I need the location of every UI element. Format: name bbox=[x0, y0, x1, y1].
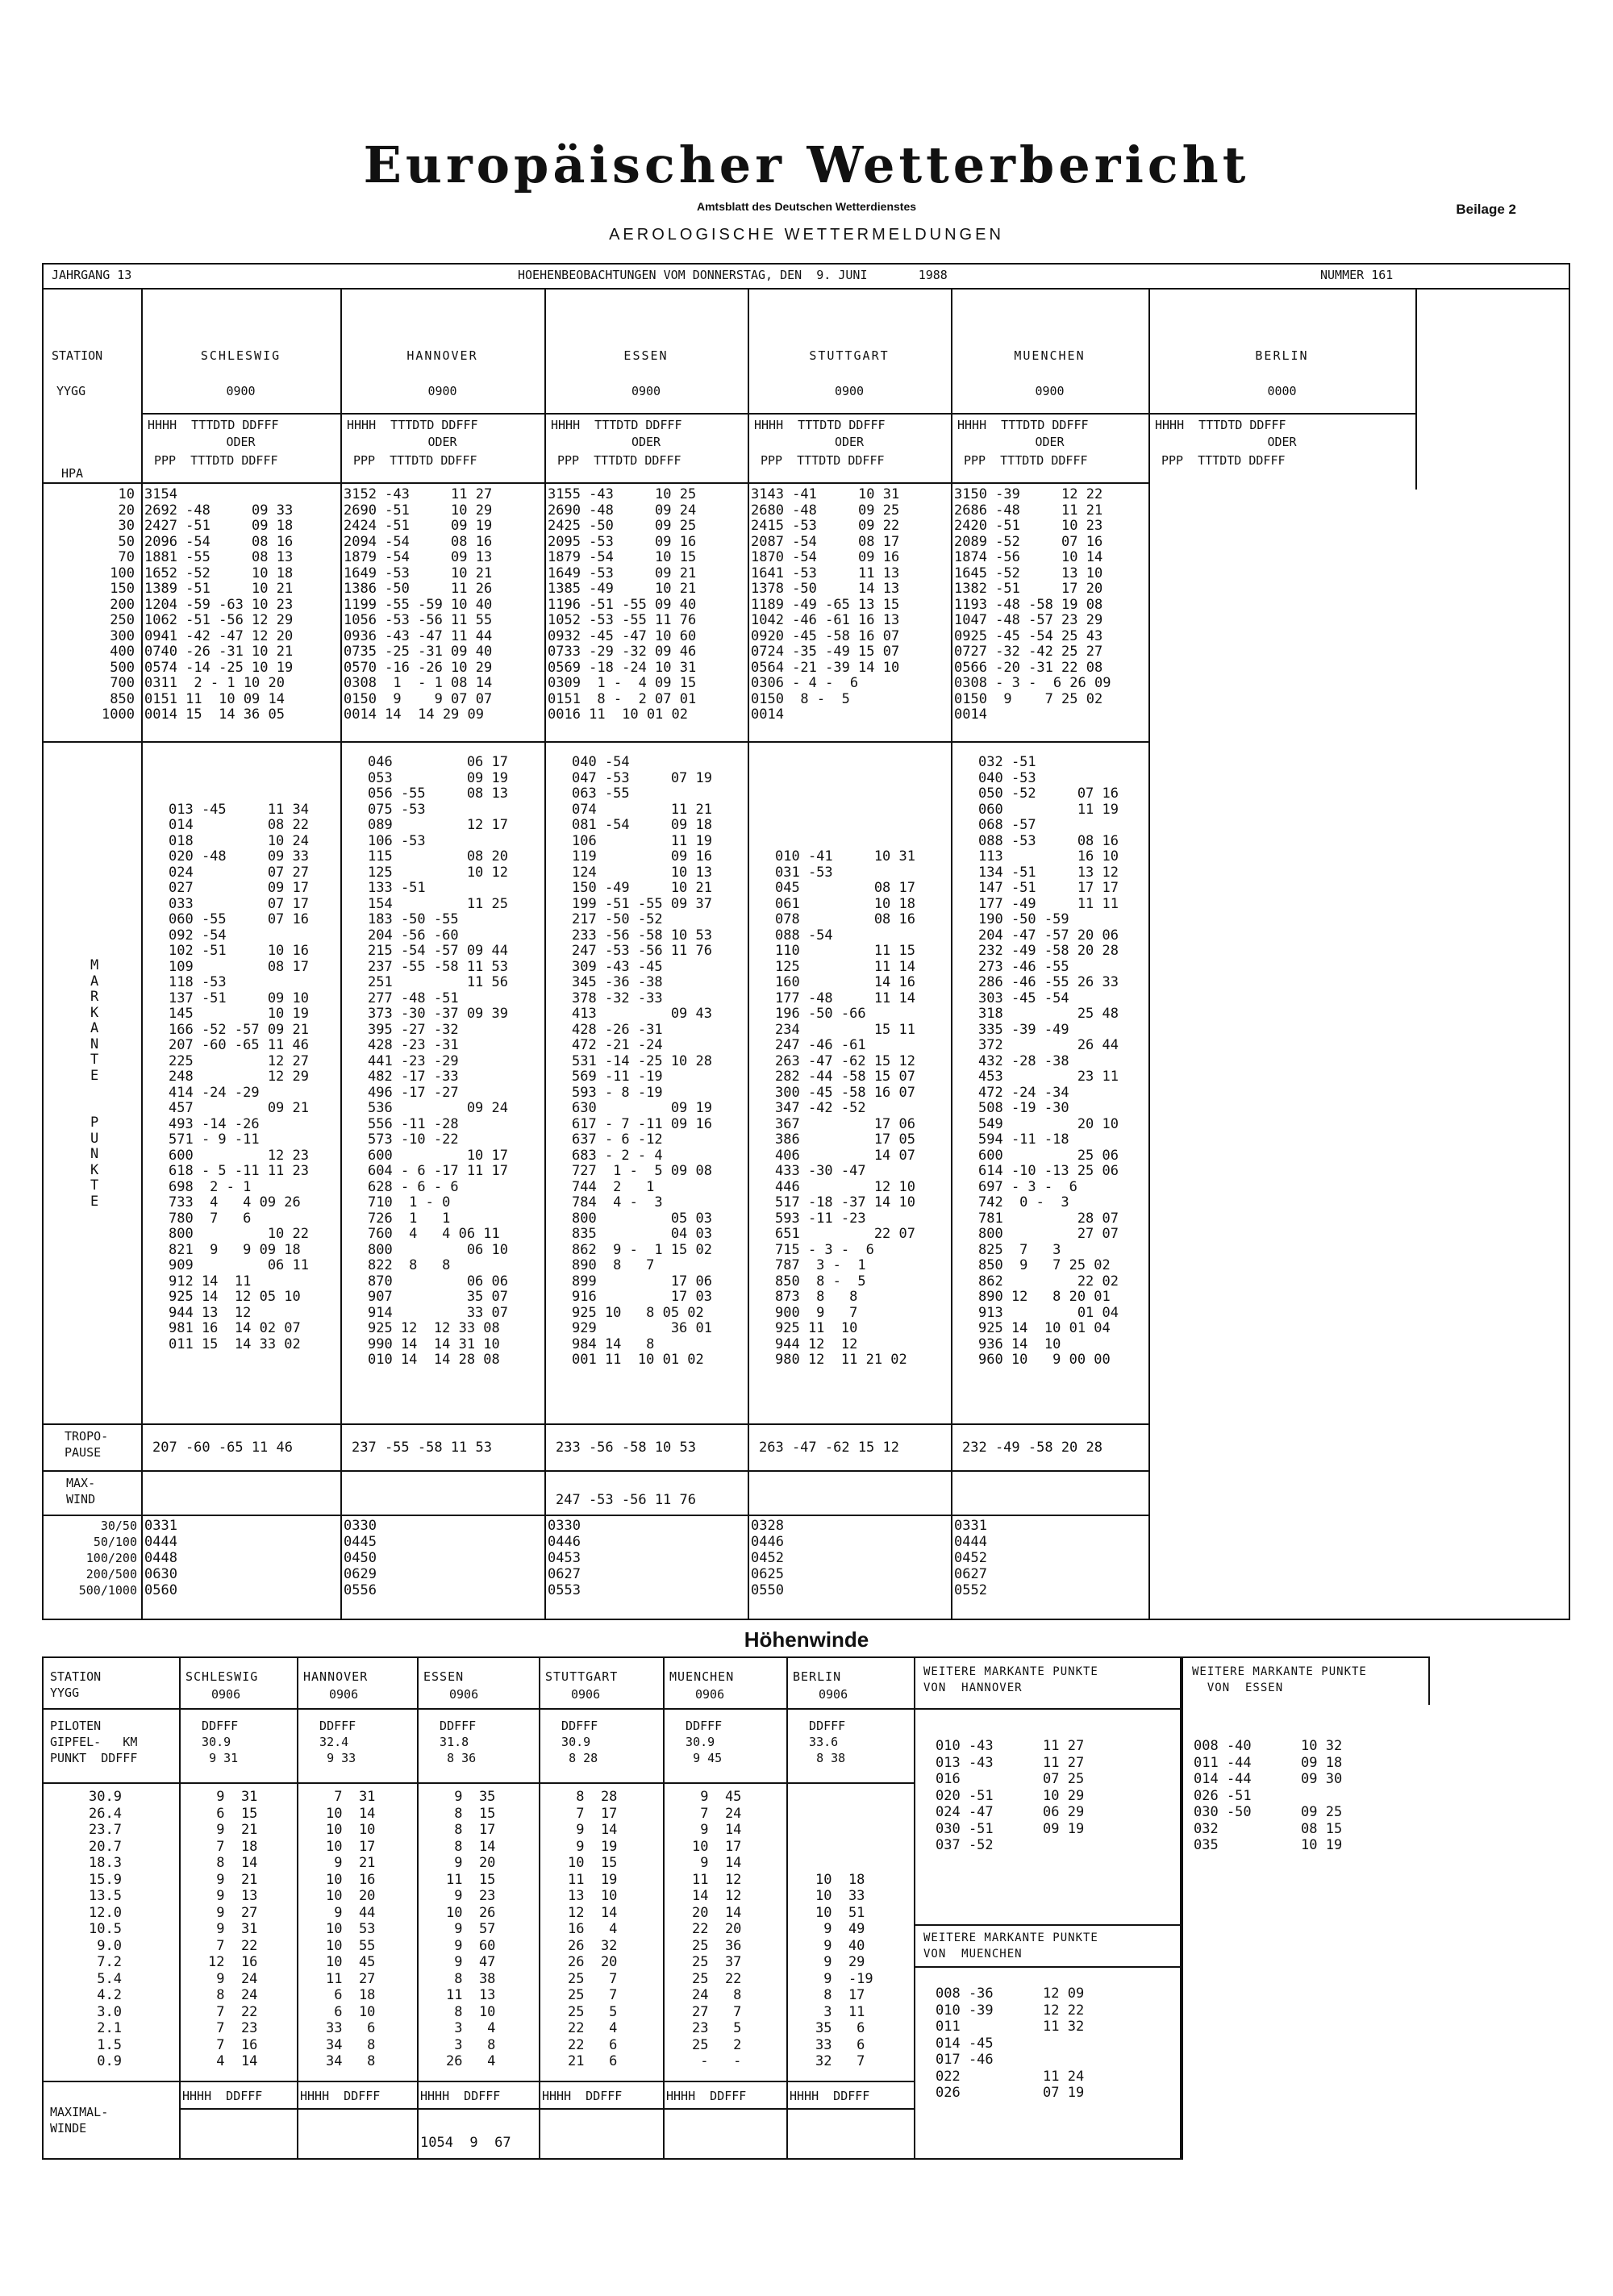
divider bbox=[42, 1423, 1148, 1425]
hw-station-time: 0906 bbox=[571, 1687, 601, 1702]
column-header: HHHH TTTDTD DDFFF bbox=[148, 418, 279, 432]
beilage-label: Beilage 2 bbox=[1456, 202, 1516, 217]
hw-piloten-0: DDFFF 30.9 9 31 bbox=[202, 1719, 239, 1765]
divider bbox=[42, 288, 1570, 290]
hw-station-time: 0906 bbox=[449, 1687, 479, 1702]
station-name: BERLIN bbox=[1255, 348, 1309, 363]
publisher-subtitle: Amtsblatt des Deutschen Wetterdienstes bbox=[696, 200, 917, 213]
divider bbox=[42, 741, 1148, 743]
markante-punkte-2: 040 -54 047 -53 07 19 063 -55 074 11 21 081 -54 09 18 106 11 19 119 09 16 124 10 13 150 -49 10 21 199 -51 -55 09 37 217 -50 -52 233 -56 -58 10 53 247 -53 -56 11 76 309 -43 -45 345 -36 -38 378 -32 -33 413 09 43 428 -26 -31 472 -21 -24 531 -14 -25 10 28 569 -11 -19 593 - 8 -19 630 09 19 617 - 7 -11 09 16 637 - 6 -12 683 - 2 - 4 727 1 - 5 09 08 744 2 1 784 4 - 3 800 05 03 835 04 03 862 9 - 1 15 02 890 8 7 899 17 06 916 17 03 925 10 8 05 02 929 36 01 984 14 8 001 11 10 01 02 bbox=[572, 754, 712, 1368]
column-header: HHHH TTTDTD DDFFF bbox=[347, 418, 478, 432]
divider bbox=[1415, 288, 1417, 490]
hw-station-name: BERLIN bbox=[793, 1669, 842, 1684]
column-header: ODER bbox=[834, 435, 865, 449]
station-name: SCHLESWIG bbox=[200, 348, 281, 363]
station-time: 0900 bbox=[834, 384, 865, 398]
divider bbox=[42, 482, 1148, 484]
tropopause-1: 237 -55 -58 11 53 bbox=[352, 1440, 492, 1456]
shear-4: 0331 0444 0452 0627 0552 bbox=[954, 1518, 987, 1598]
column-header: PPP TTTDTD DDFFF bbox=[353, 453, 477, 468]
column-header: HHHH TTTDTD DDFFF bbox=[957, 418, 1089, 432]
weitere-essen-list: 008 -40 10 32 011 -44 09 18 014 -44 09 30 026 -51 030 -50 09 25 032 08 15 035 10 19 bbox=[1194, 1738, 1343, 1853]
weitere-hannover-list: 010 -43 11 27 013 -43 11 27 016 07 25 020 -51 10 29 024 -47 06 29 030 -51 09 19 037 -52 bbox=[936, 1738, 1085, 1853]
hw-station-name: SCHLESWIG bbox=[185, 1669, 259, 1684]
hw-station-name: STUTTGART bbox=[545, 1669, 619, 1684]
station-name: HANNOVER bbox=[406, 348, 478, 363]
shear-3: 0328 0446 0452 0625 0550 bbox=[751, 1518, 784, 1598]
hw-station-label: STATION YYGG bbox=[50, 1669, 102, 1700]
shear-1: 0330 0445 0450 0629 0556 bbox=[344, 1518, 377, 1598]
hw-maxwind-header: HHHH DDFFF bbox=[300, 2089, 381, 2103]
hw-maxwind-label: MAXIMAL- WINDE bbox=[50, 2105, 109, 2136]
divider bbox=[539, 1656, 540, 2160]
column-header: PPP TTTDTD DDFFF bbox=[154, 453, 278, 468]
hw-winds-2: 9 35 8 15 8 17 8 14 9 20 11 15 9 23 10 26 9 57 9 60 9 47 8 38 11 13 8 10 3 4 3 8 26 4 bbox=[446, 1789, 496, 2069]
divider bbox=[42, 2081, 915, 2082]
hpa-label: HPA bbox=[61, 466, 84, 481]
tropopause-0: 207 -60 -65 11 46 bbox=[152, 1440, 293, 1456]
divider bbox=[417, 1656, 419, 2160]
hw-piloten-2: DDFFF 31.8 8 36 bbox=[440, 1719, 477, 1765]
divider bbox=[42, 1470, 1148, 1472]
page-title: Europäischer Wetterbericht bbox=[363, 135, 1250, 194]
hw-maxwind-2: 1054 9 67 bbox=[420, 2135, 511, 2151]
divider bbox=[539, 2108, 663, 2110]
hw-station-time: 0906 bbox=[329, 1687, 359, 1702]
divider bbox=[1148, 288, 1150, 1620]
station-name: MUENCHEN bbox=[1014, 348, 1086, 363]
column-header: PPP TTTDTD DDFFF bbox=[557, 453, 681, 468]
station-name: ESSEN bbox=[623, 348, 669, 363]
maxwind-label: MAX- WIND bbox=[66, 1476, 96, 1506]
standard-levels-0: 3154 2692 -48 09 33 2427 -51 09 18 2096 -54 08 16 1881 -55 08 13 1652 -52 10 18 1389 -51 10 21 1204 -59 -63 10 23 1062 -51 -56 12 29 0941 -42 -47 12 20 0740 -26 -31 10 21 0574 -14 -25 10 19 0311 2 - 1 10 20 0151 11 10 09 14 0014 15 14 36 05 bbox=[144, 486, 294, 723]
divider bbox=[951, 288, 952, 1620]
divider bbox=[179, 2108, 297, 2110]
yygg-label: YYGG bbox=[56, 384, 86, 398]
hw-piloten-3: DDFFF 30.9 8 28 bbox=[561, 1719, 598, 1765]
upper-air-table-info-row bbox=[42, 263, 1570, 287]
hw-maxwind-header: HHHH DDFFF bbox=[790, 2089, 870, 2103]
divider bbox=[786, 2108, 915, 2110]
hw-station-name: ESSEN bbox=[423, 1669, 465, 1684]
station-time: 0900 bbox=[1035, 384, 1065, 398]
tropopause-2: 233 -56 -58 10 53 bbox=[556, 1440, 696, 1456]
hw-winds-4: 9 45 7 24 9 14 10 17 9 14 11 12 14 12 20 14 22 20 25 36 25 37 25 22 24 8 27 7 23 5 25 2 - - bbox=[692, 1789, 742, 2069]
divider bbox=[179, 1656, 181, 2160]
column-header: ODER bbox=[226, 435, 256, 449]
hw-station-time: 0906 bbox=[211, 1687, 241, 1702]
hw-piloten-5: DDFFF 33.6 8 38 bbox=[809, 1719, 846, 1765]
hw-piloten-1: DDFFF 32.4 9 33 bbox=[319, 1719, 356, 1765]
issue-number: NUMMER 161 bbox=[1320, 268, 1394, 282]
divider bbox=[663, 1656, 665, 2160]
standard-levels-4: 3150 -39 12 22 2686 -48 11 21 2420 -51 10 23 2089 -52 07 16 1874 -56 10 14 1645 -52 13 10 1382 -51 17 20 1193 -48 -58 19 08 1047 -48 -57 23 29 0925 -45 -54 25 43 0727 -32 -42 25 27 0566 -20 -31 22 08 0308 - 3 - 6 26 09 0150 9 7 25 02 0014 bbox=[954, 486, 1111, 723]
divider bbox=[544, 288, 546, 1620]
standard-levels-1: 3152 -43 11 27 2690 -51 10 29 2424 -51 09 19 2094 -54 08 16 1879 -54 09 13 1649 -53 10 21 1386 -50 11 26 1199 -55 -59 10 40 1056 -53 -56 11 55 0936 -43 -47 11 44 0735 -25 -31 09 40 0570 -16 -26 10 29 0308 1 - 1 08 14 0150 9 9 07 07 0014 14 14 29 09 bbox=[344, 486, 493, 723]
column-header: PPP TTTDTD DDFFF bbox=[761, 453, 885, 468]
station-time: 0000 bbox=[1267, 384, 1297, 398]
column-header: PPP TTTDTD DDFFF bbox=[964, 453, 1088, 468]
hw-maxwind-header: HHHH DDFFF bbox=[542, 2089, 623, 2103]
hw-winds-3: 8 28 7 17 9 14 9 19 10 15 11 19 13 10 12 14 16 4 26 32 26 20 25 7 25 7 25 5 22 4 22 6 21 6 bbox=[568, 1789, 618, 2069]
maxwind-2: 247 -53 -56 11 76 bbox=[556, 1492, 696, 1508]
divider bbox=[1182, 1656, 1183, 2160]
station-time: 0900 bbox=[631, 384, 661, 398]
divider bbox=[42, 1515, 1148, 1516]
tropopause-3: 263 -47 -62 15 12 bbox=[759, 1440, 899, 1456]
divider bbox=[915, 1924, 1182, 1926]
divider bbox=[297, 2108, 417, 2110]
divider bbox=[42, 1708, 915, 1710]
divider bbox=[42, 1782, 915, 1784]
observation-label: HOEHENBEOBACHTUNGEN VOM DONNERSTAG, DEN 9. JUNI 1988 bbox=[518, 268, 948, 282]
hw-winds-0: 9 31 6 15 9 21 7 18 8 14 9 21 9 13 9 27 9 31 7 22 12 16 9 24 8 24 7 22 7 23 7 16 4 14 bbox=[208, 1789, 258, 2069]
divider bbox=[663, 2108, 786, 2110]
column-header: ODER bbox=[631, 435, 661, 449]
divider bbox=[297, 1656, 298, 2160]
markante-punkte-label: M A R K A N T E P U N K T E bbox=[90, 957, 99, 1210]
jahrgang-label: JAHRGANG 13 bbox=[52, 268, 132, 282]
hw-station-time: 0906 bbox=[695, 1687, 725, 1702]
divider bbox=[915, 1966, 1182, 1968]
section-title: AEROLOGISCHE WETTERMELDUNGEN bbox=[609, 226, 1004, 244]
standard-levels-2: 3155 -43 10 25 2690 -48 09 24 2425 -50 09 25 2095 -53 09 16 1879 -54 10 15 1649 -53 09 21 1385 -49 10 21 1196 -51 -55 09 40 1052 -53 -55 11 76 0932 -45 -47 10 60 0733 -29 -32 09 46 0569 -18 -24 10 31 0309 1 - 4 09 15 0151 8 - 2 07 01 0016 11 10 01 02 bbox=[548, 486, 697, 723]
divider bbox=[915, 1708, 1182, 1710]
shear-label: 30/50 50/100 100/200 200/500 500/1000 bbox=[78, 1519, 137, 1598]
markante-punkte-0: 013 -45 11 34 014 08 22 018 10 24 020 -48 09 33 024 07 27 027 09 17 033 07 17 060 -55 07 16 092 -54 102 -51 10 16 109 08 17 118 -53 137 -51 09 10 145 10 19 166 -52 -57 09 21 207 -60 -65 11 46 225 12 27 248 12 29 414 -24 -29 457 09 21 493 -14 -26 571 - 9 -11 600 12 23 618 - 5 -11 11 23 698 2 - 1 733 4 4 09 26 780 7 6 800 10 22 821 9 9 09 18 909 06 11 912 14 11 925 14 12 05 10 944 13 12 981 16 14 02 07 011 15 14 33 02 bbox=[169, 801, 309, 1352]
station-time: 0900 bbox=[226, 384, 256, 398]
divider bbox=[786, 1656, 788, 2160]
hw-km-levels: 30.9 26.4 23.7 20.7 18.3 15.9 13.5 12.0 10.5 9.0 7.2 5.4 4.2 3.0 2.1 1.5 0.9 bbox=[89, 1789, 122, 2069]
column-header: ODER bbox=[427, 435, 457, 449]
weitere-hannover-title: WEITERE MARKANTE PUNKTE VON HANNOVER bbox=[923, 1665, 1098, 1694]
divider bbox=[748, 288, 749, 1620]
markante-punkte-1: 046 06 17 053 09 19 056 -55 08 13 075 -53 089 12 17 106 -53 115 08 20 125 10 12 133 -51 154 11 25 183 -50 -55 204 -56 -60 215 -54 -57 09 44 237 -55 -58 11 53 251 11 56 277 -48 -51 373 -30 -37 09 39 395 -27 -32 428 -23 -31 441 -23 -29 482 -17 -33 496 -17 -27 536 09 24 556 -11 -28 573 -10 -22 600 10 17 604 - 6 -17 11 17 628 - 6 - 6 710 1 - 0 726 1 1 760 4 4 06 11 800 06 10 822 8 8 870 06 06 907 35 07 914 33 07 925 12 12 33 08 990 14 14 31 10 010 14 14 28 08 bbox=[368, 754, 508, 1368]
hoehenwinde-title: Höhenwinde bbox=[744, 1627, 869, 1652]
station-label: STATION bbox=[52, 348, 103, 363]
hw-station-name: HANNOVER bbox=[303, 1669, 369, 1684]
standard-levels-3: 3143 -41 10 31 2680 -48 09 25 2415 -53 09 22 2087 -54 08 17 1870 -54 09 16 1641 -53 11 13 1378 -50 14 13 1189 -49 -65 13 15 1042 -46 -61 16 13 0920 -45 -58 16 07 0724 -35 -49 15 07 0564 -21 -39 14 10 0306 - 4 - 6 0150 8 - 5 0014 bbox=[751, 486, 900, 723]
divider bbox=[340, 288, 342, 1620]
hw-winds-5: 10 18 10 33 10 51 9 49 9 40 9 29 9 -19 8 17 3 11 35 6 33 6 32 7 bbox=[815, 1871, 873, 2069]
shear-2: 0330 0446 0453 0627 0553 bbox=[548, 1518, 581, 1598]
column-header: ODER bbox=[1035, 435, 1065, 449]
column-header: HHHH TTTDTD DDFFF bbox=[551, 418, 682, 432]
column-header: PPP TTTDTD DDFFF bbox=[1161, 453, 1286, 468]
column-header: HHHH TTTDTD DDFFF bbox=[1155, 418, 1286, 432]
column-header: ODER bbox=[1267, 435, 1297, 449]
hw-maxwind-header: HHHH DDFFF bbox=[182, 2089, 263, 2103]
column-header: HHHH TTTDTD DDFFF bbox=[754, 418, 886, 432]
hw-maxwind-header: HHHH DDFFF bbox=[666, 2089, 747, 2103]
divider bbox=[141, 413, 1415, 415]
station-time: 0900 bbox=[427, 384, 457, 398]
divider bbox=[417, 2108, 539, 2110]
weitere-essen-title: WEITERE MARKANTE PUNKTE VON ESSEN bbox=[1192, 1665, 1367, 1694]
hw-winds-1: 7 31 10 14 10 10 10 17 9 21 10 16 10 20 9 44 10 53 10 55 10 45 11 27 6 18 6 10 33 6 34 8 34 8 bbox=[326, 1789, 376, 2069]
markante-punkte-4: 032 -51 040 -53 050 -52 07 16 060 11 19 068 -57 088 -53 08 16 113 16 10 134 -51 13 12 147 -51 17 17 177 -49 11 11 190 -50 -59 204 -47 -57 20 06 232 -49 -58 20 28 273 -46 -55 286 -46 -55 26 33 303 -45 -54 318 25 48 335 -39 -49 372 26 44 432 -28 -38 453 23 11 472 -24 -34 508 -19 -30 549 20 10 594 -11 -18 600 25 06 614 -10 -13 25 06 697 - 3 - 6 742 0 - 3 781 28 07 800 27 07 825 7 3 850 9 7 25 02 862 22 02 890 12 8 20 01 913 01 04 925 14 10 01 04 936 14 10 960 10 9 00 00 bbox=[978, 754, 1119, 1368]
hw-piloten-label: PILOTEN GIPFEL- KM PUNKT DDFFF bbox=[50, 1719, 138, 1765]
divider bbox=[141, 288, 143, 1620]
markante-punkte-3: 010 -41 10 31 031 -53 045 08 17 061 10 18 078 08 16 088 -54 110 11 15 125 11 14 160 14 16 177 -48 11 14 196 -50 -66 234 15 11 247 -46 -61 263 -47 -62 15 12 282 -44 -58 15 07 300 -45 -58 16 07 347 -42 -52 367 17 06 386 17 05 406 14 07 433 -30 -47 446 12 10 517 -18 -37 14 10 593 -11 -23 651 22 07 715 - 3 - 6 787 3 - 1 850 8 - 5 873 8 8 900 9 7 925 11 10 944 12 12 980 12 11 21 02 bbox=[775, 848, 915, 1368]
station-name: STUTTGART bbox=[809, 348, 890, 363]
tropopause-label: TROPO- PAUSE bbox=[65, 1429, 109, 1460]
hw-station-time: 0906 bbox=[819, 1687, 848, 1702]
hw-piloten-4: DDFFF 30.9 9 45 bbox=[686, 1719, 723, 1765]
weitere-muenchen-title: WEITERE MARKANTE PUNKTE VON MUENCHEN bbox=[923, 1931, 1098, 1961]
hw-station-name: MUENCHEN bbox=[669, 1669, 735, 1684]
weitere-muenchen-list: 008 -36 12 09 010 -39 12 22 011 11 32 014 -45 017 -46 022 11 24 026 07 19 bbox=[936, 1986, 1085, 2101]
hpa-levels: 10 20 30 50 70 100 150 200 250 300 400 500 700 850 1000 bbox=[102, 486, 135, 723]
tropopause-4: 232 -49 -58 20 28 bbox=[962, 1440, 1102, 1456]
hw-maxwind-header: HHHH DDFFF bbox=[420, 2089, 501, 2103]
shear-0: 0331 0444 0448 0630 0560 bbox=[144, 1518, 177, 1598]
